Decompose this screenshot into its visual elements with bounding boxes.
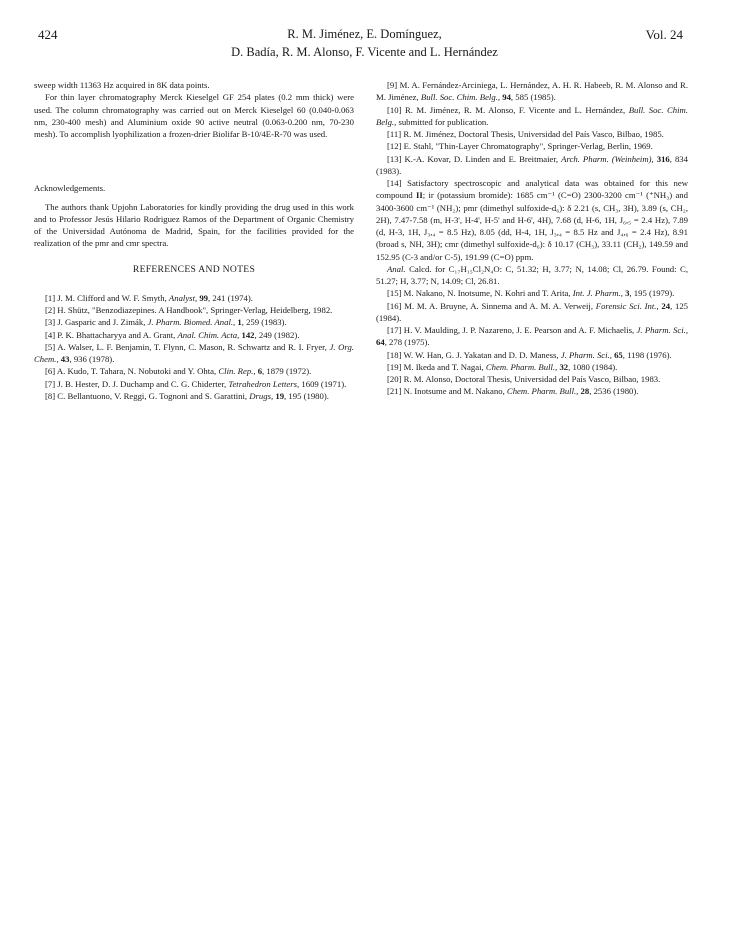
reference-10: [10] R. M. Jiménez, R. M. Alonso, F. Vicente and L. Hernández, Bull. Soc. Chim. Belg., submitted for publication. xyxy=(376,104,688,127)
reference-14: [14] Satisfactory spectroscopic and analytical data was obtained for this new compound II; ir (potassium bromide): 1685 cm⁻¹ (C=O) 2300-3200 cm⁻¹ (⁺NH₃) and 3400-3600 cm⁻¹ (NH₂); pmr (dimethyl sulfoxide-d₆): δ 2.21 (s, CH₃, 3H), 3.89 (s, CH₂, 2H), 7.47-7.58 (m, H-3', H-4', H-5' and H-6', 4H), 7.68 (d, H-6, 1H, J₆,₅ = 2.4 Hz), 7.89 (d, H-3, 1H, J₃,₄ = 8.5 Hz), 8.05 (dd, H-4, 1H, J₃,₄ = 8.5 Hz and J₄,₆ = 2.4 Hz), 8.91 (broad s, NH, 3H); cmr (dimethyl sulfoxide-d₆): δ 10.17 (CH₃), 33.11 (CH₂), 149.59 and 152.95 (C-3 and/or C-5), 191.99 (C=O) ppm. xyxy=(376,178,688,262)
running-head-authors-line2: D. Badía, R. M. Alonso, F. Vicente and L. Hernández xyxy=(231,45,498,59)
reference-21: [21] N. Inotsume and M. Nakano, Chem. Pharm. Bull., 28, 2536 (1980). xyxy=(387,386,639,397)
left-column xyxy=(34,79,354,402)
reference-14-analysis: Anal. Calcd. for C₁₇H₁₅Cl₂N₄O: C, 51.32; H, 3.77; N, 14.08; Cl, 26.79. Found: C, 51.27; H, 3.77; N, 14.09; Cl, 26.81. xyxy=(376,263,688,286)
reference-16: [16] M. M. A. Bruyne, A. Sinnema and A. M. A. Verweij, Forensic Sci. Int., 24, 125 (1984). xyxy=(376,300,689,323)
reference-15: [15] M. Nakano, N. Inotsume, N. Kohri and T. Arita, Int. J. Pharm., 3, 195 (1979). xyxy=(387,288,675,299)
references-heading: REFERENCES AND NOTES xyxy=(132,263,256,275)
reference-13: [13] K.-A. Kovar, D. Linden and E. Breitmaier, Arch. Pharm. (Weinheim), 316, 834 (1983). xyxy=(376,153,688,176)
reference-3: [3] J. Gasparic and J. Zimák, J. Pharm. Biomed. Anal., 1, 259 (1983). xyxy=(45,317,287,328)
reference-11: [11] R. M. Jiménez, Doctoral Thesis, Universidad del País Vasco, Bilbao, 1985. xyxy=(387,129,664,139)
reference-9: [9] M. A. Fernández-Arciniega, L. Hernández, A. H. R. Habeeb, R. M. Alonso and R. M. Jiménez, Bull. Soc. Chim. Belg., 94, 585 (1985). xyxy=(376,80,688,103)
reference-19: [19] M. Ikeda and T. Nagai, Chem. Pharm. Bull., 32, 1080 (1984). xyxy=(387,361,618,372)
reference-4: [4] P. K. Bhattacharyya and A. Grant, Anal. Chim. Acta, 142, 249 (1982). xyxy=(45,329,300,340)
reference-20: [20] R. M. Alonso, Doctoral Thesis, Universidad del País Vasco, Bilbao, 1983. xyxy=(387,374,661,384)
page-number: 424 xyxy=(38,27,58,42)
reference-2: [2] H. Shütz, "Benzodiazepines. A Handbook", Springer-Verlag, Heidelberg, 1982. xyxy=(45,305,333,315)
intro-paragraph-2: For thin layer chromatography Merck Kieselgel GF 254 plates (0.2 mm thick) were used. The column chromatography was carried out on Merck Kieselgel 60 (0.040-0.063 nm, 230-400 mesh) and Aluminium oxide 90 active neutral (0.063-0.200 nm, 70-230 mesh). To accomplish lyophilization a frozen-drier Biolifar B-10/4E-R-70 was used. xyxy=(34,92,354,139)
acknowledgements-heading: Acknowledgements. xyxy=(34,183,106,194)
intro-paragraph-1: sweep width 11363 Hz acquired in 8K data points. xyxy=(34,80,210,90)
volume-number: Vol. 24 xyxy=(645,27,683,42)
reference-5: [5] A. Walser, L. F. Benjamin, T. Flynn, C. Mason, R. Schwartz and R. I. Fryer, J. Org. Chem., 43, 936 (1978). xyxy=(34,341,354,364)
reference-12: [12] E. Stahl, "Thin-Layer Chromatography", Springer-Verlag, Berlin, 1969. xyxy=(387,141,653,152)
reference-1: [1] J. M. Clifford and W. F. Smyth, Analyst, 99, 241 (1974). xyxy=(45,292,253,303)
running-head-authors-line1: R. M. Jiménez, E. Domínguez, xyxy=(287,27,442,41)
reference-6: [6] A. Kudo, T. Tahara, N. Nobutoki and Y. Ohta, Clin. Rep., 6, 1879 (1972). xyxy=(45,366,312,377)
reference-18: [18] W. W. Han, G. J. Yakatan and D. D. Maness, J. Pharm. Sci., 65, 1198 (1976). xyxy=(387,349,672,360)
right-column xyxy=(376,79,688,398)
reference-7: [7] J. B. Hester, D. J. Duchamp and C. G. Chiderter, Tetrahedron Letters, 1609 (1971). xyxy=(45,378,347,389)
reference-17: [17] H. V. Maulding, J. P. Nazareno, J. E. Pearson and A. F. Michaelis, J. Pharm. Sci., 64, 278 (1975). xyxy=(376,325,688,348)
reference-8: [8] C. Bellantuono, V. Reggi, G. Tognoni and S. Garattini, Drugs, 19, 195 (1980). xyxy=(45,390,329,401)
page-header xyxy=(0,0,729,70)
acknowledgements-text: The authors thank Upjohn Laboratories for kindly providing the drug used in this work and to Professor Jesús Hilario Rodriguez Ramos of the Department of Organic Chemistry of the Universidad Autónoma de Madrid, Spain, for the facilities provided for the realization of the pmr and cmr spectra. xyxy=(34,201,354,249)
